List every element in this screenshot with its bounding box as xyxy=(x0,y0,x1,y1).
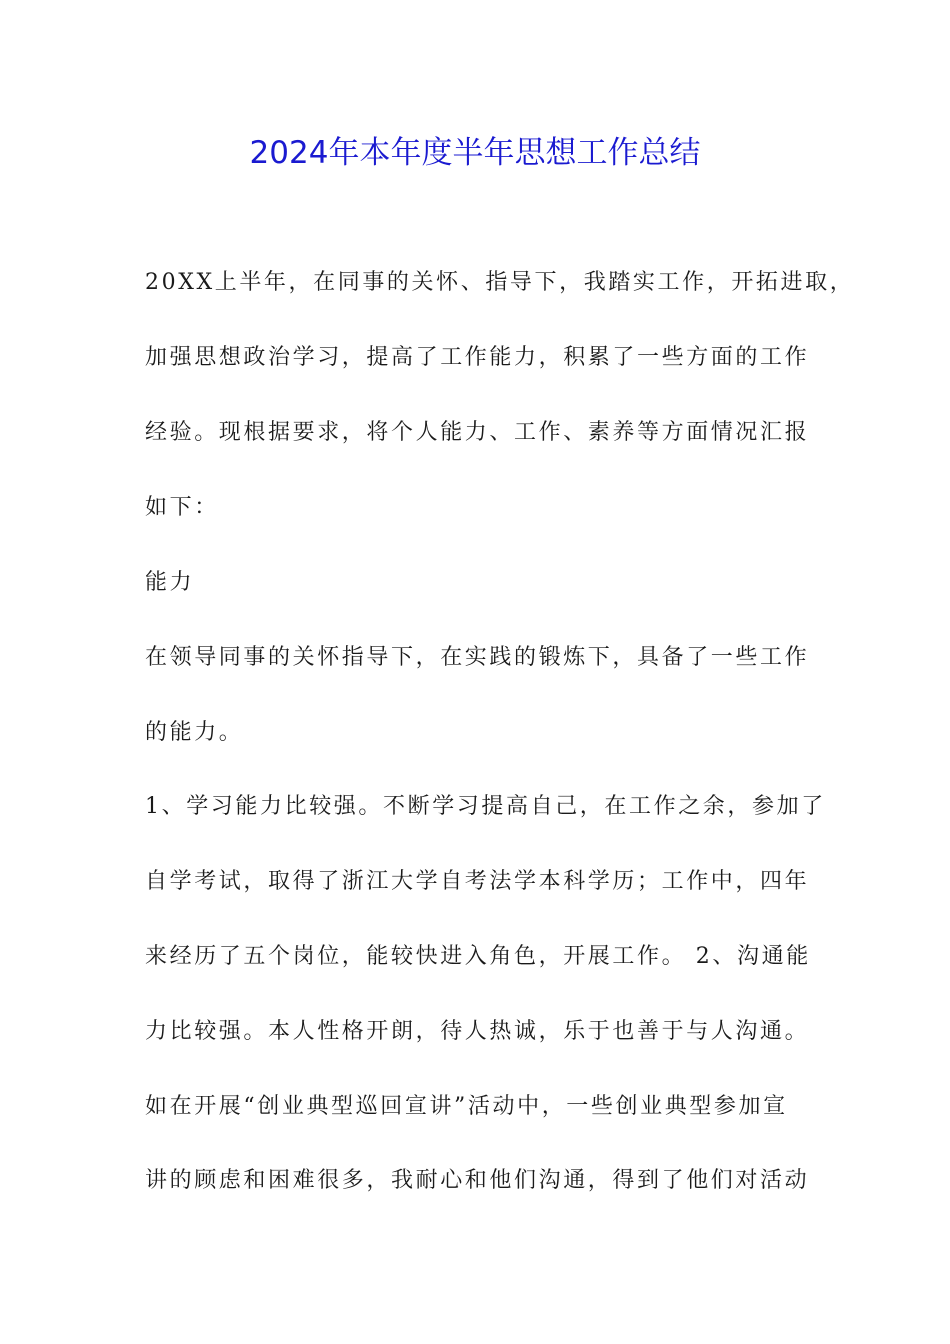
body-line: 20XX上半年，在同事的关怀、指导下，我踏实工作，开拓进取， xyxy=(145,270,855,295)
body-line: 的能力。 xyxy=(145,720,244,745)
body-line: 讲的顾虑和困难很多，我耐心和他们沟通，得到了他们对活动 xyxy=(145,1168,810,1193)
body-line: 如下： xyxy=(145,495,219,520)
body-line: 来经历了五个岗位，能较快进入角色，开展工作。 2、沟通能 xyxy=(145,944,811,969)
section-heading: 能力 xyxy=(145,570,195,595)
body-line: 经验。现根据要求，将个人能力、工作、素养等方面情况汇报 xyxy=(145,420,810,445)
body-line: 自学考试，取得了浙江大学自考法学本科学历；工作中，四年 xyxy=(145,869,810,894)
body-line: 如在开展“创业典型巡回宣讲”活动中，一些创业典型参加宣 xyxy=(145,1094,788,1119)
body-line: 力比较强。本人性格开朗，待人热诚，乐于也善于与人沟通。 xyxy=(145,1019,810,1044)
document-title: 2024年本年度半年思想工作总结 xyxy=(249,135,701,171)
body-line: 1、学习能力比较强。不断学习提高自己，在工作之余，参加了 xyxy=(145,794,826,819)
body-line: 在领导同事的关怀指导下，在实践的锻炼下，具备了一些工作 xyxy=(145,645,810,670)
body-line: 加强思想政治学习，提高了工作能力，积累了一些方面的工作 xyxy=(145,345,810,370)
